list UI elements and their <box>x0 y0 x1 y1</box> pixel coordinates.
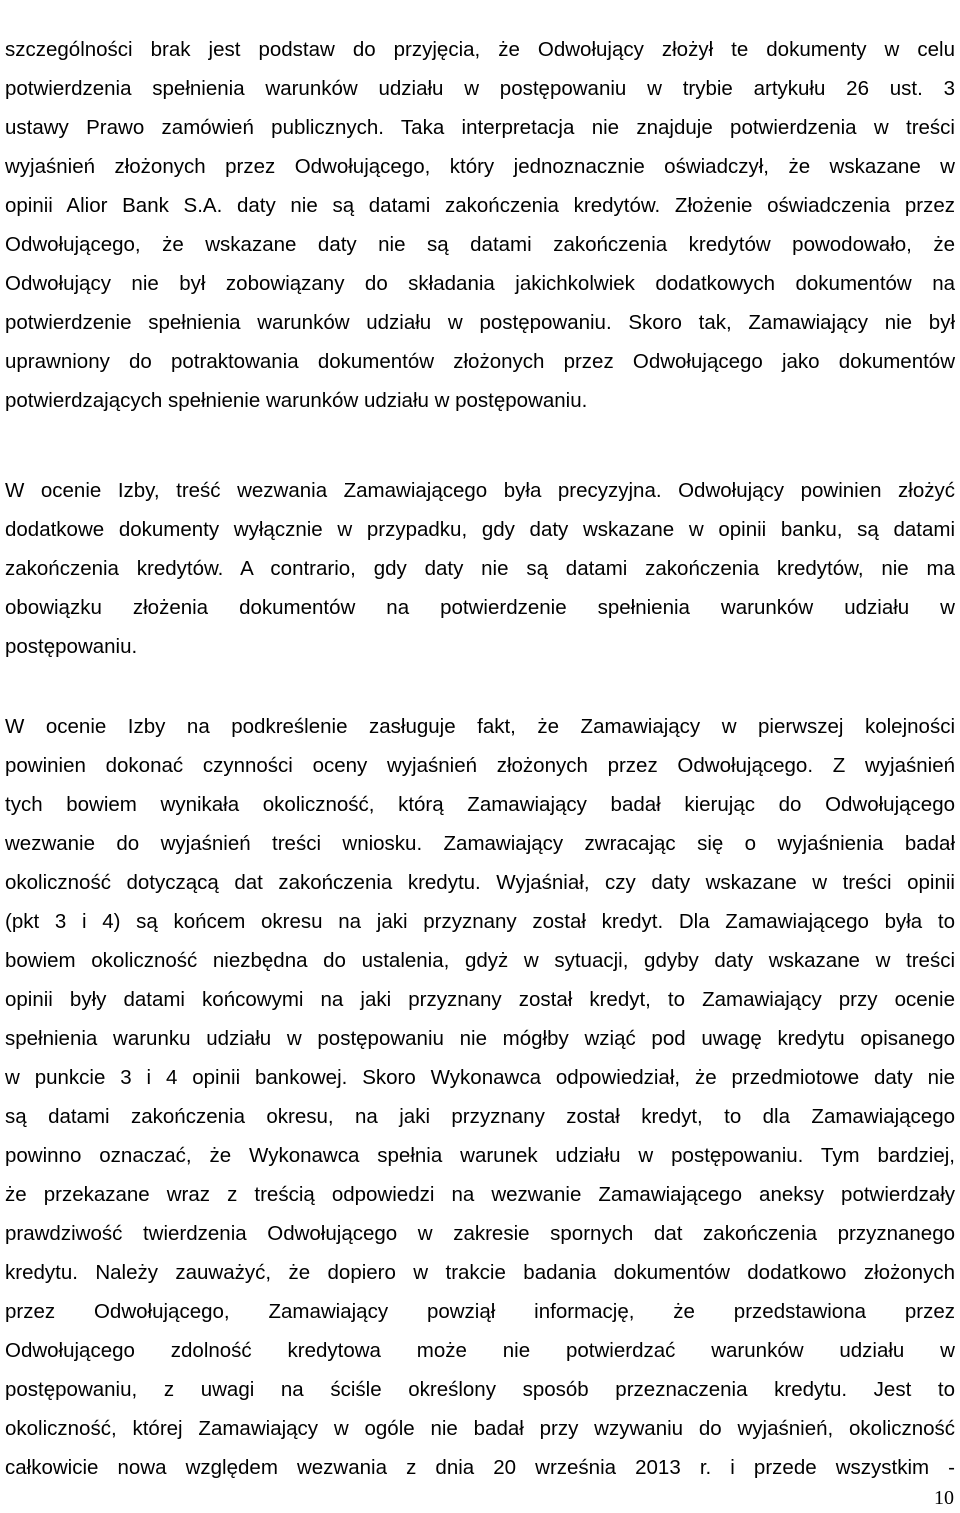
text-line: (pkt 3 i 4) są końcem okresu na jaki przyznany został kredyt. Dla Zamawiającego była to <box>5 910 955 933</box>
text-line: przez Odwołującego, Zamawiający powziął informację, że przedstawiona przez <box>5 1300 955 1323</box>
text-line: całkowicie nowa względem wezwania z dnia 20 września 2013 r. i przede wszystkim - <box>5 1456 955 1479</box>
text-line: potwierdzających spełnienie warunków udziału w postępowaniu. <box>5 389 588 412</box>
text-line: bowiem okoliczność niezbędna do ustalenia, gdyż w sytuacji, gdyby daty wskazane w treści <box>5 949 955 972</box>
text-line: uprawniony do potraktowania dokumentów złożonych przez Odwołującego jako dokumentów <box>5 350 955 373</box>
text-line: szczególności brak jest podstaw do przyjęcia, że Odwołujący złożył te dokumenty w celu <box>5 38 955 61</box>
text-line: zakończenia kredytów. A contrario, gdy daty nie są datami zakończenia kredytów, nie ma <box>5 557 955 580</box>
text-line: Odwołującego zdolność kredytowa może nie potwierdzać warunków udziału w <box>5 1339 955 1362</box>
text-line: potwierdzenie spełnienia warunków udziału w postępowaniu. Skoro tak, Zamawiający nie był <box>5 311 955 334</box>
text-line: potwierdzenia spełnienia warunków udziału w postępowaniu w trybie artykułu 26 ust. 3 <box>5 77 955 100</box>
text-line: kredytu. Należy zauważyć, że dopiero w trakcie badania dokumentów dodatkowo złożonych <box>5 1261 955 1284</box>
text-line: W ocenie Izby na podkreślenie zasługuje fakt, że Zamawiający w pierwszej kolejności <box>5 715 955 738</box>
text-line: dodatkowe dokumenty wyłącznie w przypadku, gdy daty wskazane w opinii banku, są datami <box>5 518 955 541</box>
text-line: że przekazane wraz z treścią odpowiedzi na wezwanie Zamawiającego aneksy potwierdzały <box>5 1183 955 1206</box>
text-line: W ocenie Izby, treść wezwania Zamawiającego była precyzyjna. Odwołujący powinien złożyć <box>5 479 955 502</box>
text-line: są datami zakończenia okresu, na jaki przyznany został kredyt, to dla Zamawiającego <box>5 1105 955 1128</box>
text-line: postępowaniu. <box>5 635 138 658</box>
text-line: powinno oznaczać, że Wykonawca spełnia warunek udziału w postępowaniu. Tym bardziej, <box>5 1144 955 1167</box>
text-line: tych bowiem wynikała okoliczność, którą Zamawiający badał kierując do Odwołującego <box>5 793 955 816</box>
text-line: ustawy Prawo zamówień publicznych. Taka interpretacja nie znajduje potwierdzenia w treści <box>5 116 955 139</box>
text-line: w punkcie 3 i 4 opinii bankowej. Skoro Wykonawca odpowiedział, że przedmiotowe daty nie <box>5 1066 955 1089</box>
text-line: Odwołującego, że wskazane daty nie są datami zakończenia kredytów powodowało, że <box>5 233 955 256</box>
page-number: 10 <box>934 1487 954 1509</box>
text-line: postępowaniu, z uwagi na ściśle określony sposób przeznaczenia kredytu. Jest to <box>5 1378 955 1401</box>
text-line: okoliczność dotyczącą dat zakończenia kredytu. Wyjaśniał, czy daty wskazane w treści opinii <box>5 871 955 894</box>
text-line: opinii Alior Bank S.A. daty nie są datami zakończenia kredytów. Złożenie oświadczenia przez <box>5 194 955 217</box>
text-line: obowiązku złożenia dokumentów na potwierdzenie spełnienia warunków udziału w <box>5 596 955 619</box>
text-line: okoliczność, której Zamawiający w ogóle nie badał przy wzywaniu do wyjaśnień, okoliczność <box>5 1417 955 1440</box>
text-line: powinien dokonać czynności oceny wyjaśnień złożonych przez Odwołującego. Z wyjaśnień <box>5 754 955 777</box>
text-line: Odwołujący nie był zobowiązany do składania jakichkolwiek dodatkowych dokumentów na <box>5 272 955 295</box>
text-line: wyjaśnień złożonych przez Odwołującego, który jednoznacznie oświadczył, że wskazane w <box>5 155 955 178</box>
text-line: opinii były datami końcowymi na jaki przyznany został kredyt, to Zamawiający przy ocenie <box>5 988 955 1011</box>
text-line: wezwanie do wyjaśnień treści wniosku. Zamawiający zwracając się o wyjaśnienia badał <box>5 832 955 855</box>
text-line: prawdziwość twierdzenia Odwołującego w zakresie spornych dat zakończenia przyznanego <box>5 1222 955 1245</box>
text-line: spełnienia warunku udziału w postępowaniu nie mógłby wziąć pod uwagę kredytu opisanego <box>5 1027 955 1050</box>
